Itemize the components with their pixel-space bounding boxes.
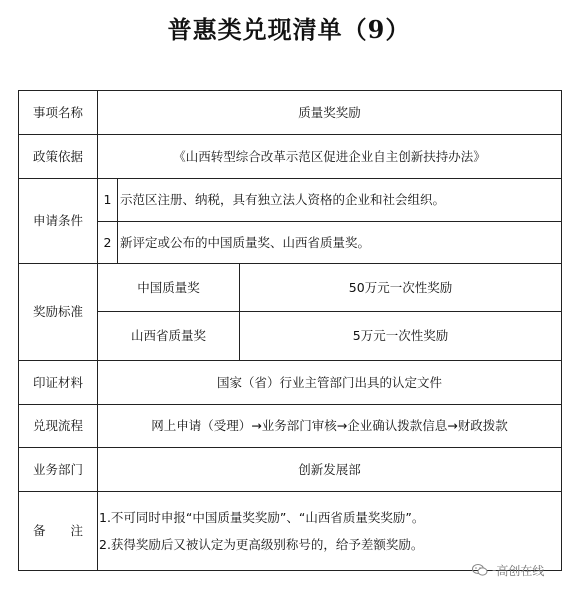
condition-number: 1 [97, 178, 118, 222]
reward-standard-label: 奖励标准 [18, 263, 98, 361]
policy-basis-label: 政策依据 [18, 134, 98, 179]
process-label: 兑现流程 [18, 404, 98, 448]
watermark-text: 高创在线 [496, 563, 545, 578]
conditions-label: 申请条件 [18, 178, 98, 264]
department-label: 业务部门 [18, 447, 98, 492]
award-name: 山西省质量奖 [97, 311, 240, 361]
remark-line: 2.获得奖励后又被认定为更高级别称号的，给予差额奖励。 [99, 536, 424, 552]
remark-line: 1.不可同时申报“中国质量奖奖励”、“山西省质量奖奖励”。 [99, 509, 425, 525]
wechat-icon [472, 563, 488, 577]
policy-table [18, 90, 562, 571]
policy-basis-value: 《山西转型综合改革示范区促进企业自主创新扶持办法》 [97, 134, 562, 179]
award-amount: 50万元一次性奖励 [239, 263, 562, 312]
remarks-value [97, 491, 562, 571]
department-value: 创新发展部 [97, 447, 562, 492]
watermark [472, 561, 544, 579]
item-name-label: 事项名称 [18, 90, 98, 135]
page-title: 普惠类兑现清单（9） [167, 15, 411, 44]
award-name: 中国质量奖 [97, 263, 240, 312]
process-value: 网上申请（受理）→业务部门审核→企业确认拨款信息→财政拨款 [97, 404, 562, 448]
remarks-label: 备 注 [18, 491, 98, 571]
watermark-dash: - [492, 563, 497, 577]
condition-text: 新评定或公布的中国质量奖、山西省质量奖。 [117, 221, 562, 264]
materials-value: 国家（省）行业主管部门出具的认定文件 [97, 360, 562, 405]
condition-number: 2 [97, 221, 118, 264]
condition-text: 示范区注册、纳税，具有独立法人资格的企业和社会组织。 [117, 178, 562, 222]
materials-label: 印证材料 [18, 360, 98, 405]
item-name-value: 质量奖奖励 [97, 90, 562, 135]
award-amount: 5万元一次性奖励 [239, 311, 562, 361]
